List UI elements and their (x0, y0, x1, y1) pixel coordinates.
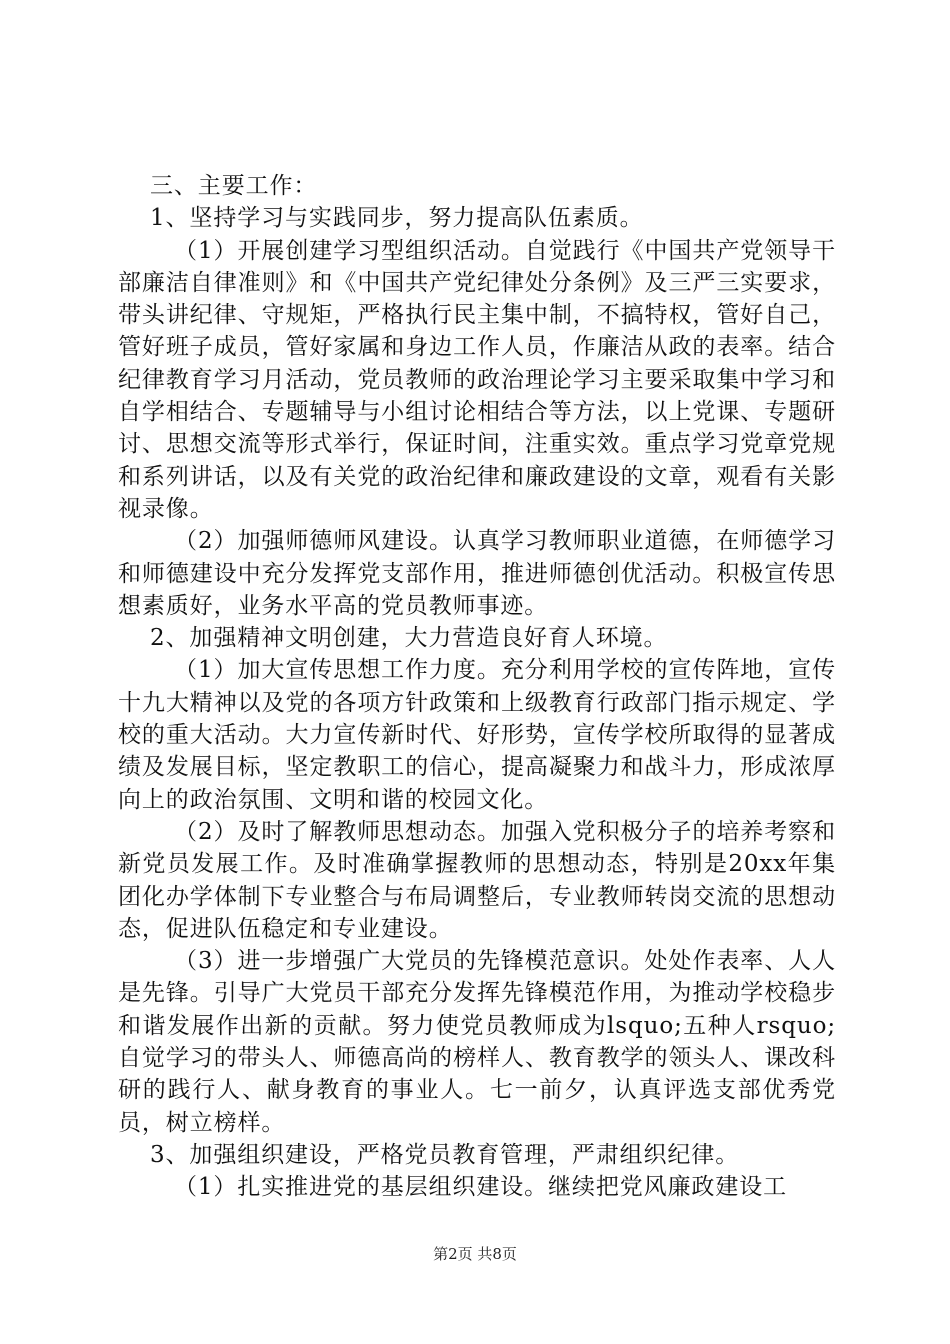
paragraph-1-1: （1）开展创建学习型组织活动。自觉践行《中国共产党领导干部廉洁自律准则》和《中国共产党纪律处分条例》及三严三实要求，带头讲纪律、守规矩，严格执行民主集中制，不搞特权，管好自己，管好班子成员，管好家属和身边工作人员，作廉洁从政的表率。结合纪律教育学习月活动，党员教师的政治理论学习主要采取集中学习和自学相结合、专题辅导与小组讨论相结合等方法，以上党课、专题研讨、思想交流等形式举行，保证时间，注重实效。重点学习党章党规和系列讲话，以及有关党的政治纪律和廉政建设的文章，观看有关影视录像。 (118, 237, 836, 522)
paragraph-1-2: （2）加强师德师风建设。认真学习教师职业道德，在师德学习和师德建设中充分发挥党支部作用，推进师德创优活动。积极宣传思想素质好，业务水平高的党员教师事迹。 (118, 528, 836, 619)
paragraph-3-1: （1）扎实推进党的基层组织建设。继续把党风廉政建设工 (174, 1174, 788, 1201)
section-heading-main-work: 三、主要工作： (150, 173, 318, 199)
document-body (118, 170, 836, 1204)
subsection-heading-2: 2、加强精神文明创建，大力营造良好育人环境。 (150, 625, 668, 652)
paragraph-2-2: （2）及时了解教师思想动态。加强入党积极分子的培养考察和新党员发展工作。及时准确掌握教师的思想动态，特别是20xx年集团化办学体制下专业整合与布局调整后，专业教师转岗交流的思想动态，促进队伍稳定和专业建设。 (118, 818, 836, 942)
subsection-heading-3: 3、加强组织建设，严格党员教育管理，严肃组织纪律。 (150, 1141, 740, 1168)
paragraph-2-1: （1）加大宣传思想工作力度。充分利用学校的宣传阵地，宣传十九大精神以及党的各项方针政策和上级教育行政部门指示规定、学校的重大活动。大力宣传新时代、好形势，宣传学校所取得的显著成绩及发展目标，坚定教职工的信心，提高凝聚力和战斗力，形成浓厚向上的政治氛围、文明和谐的校园文化。 (118, 657, 836, 813)
paragraph-2-3: （3）进一步增强广大党员的先锋模范意识。处处作表率、人人是先锋。引导广大党员干部充分发挥先锋模范作用，为推动学校稳步和谐发展作出新的贡献。努力使党员教师成为lsquo;五种人rsquo;自觉学习的带头人、师德高尚的榜样人、教育教学的领头人、课改科研的践行人、献身教育的事业人。七一前夕，认真评选支部优秀党员，树立榜样。 (118, 948, 836, 1136)
page-number-footer: 第2页 共8页 (433, 1245, 517, 1263)
subsection-heading-1: 1、坚持学习与实践同步，努力提高队伍素质。 (150, 205, 644, 232)
